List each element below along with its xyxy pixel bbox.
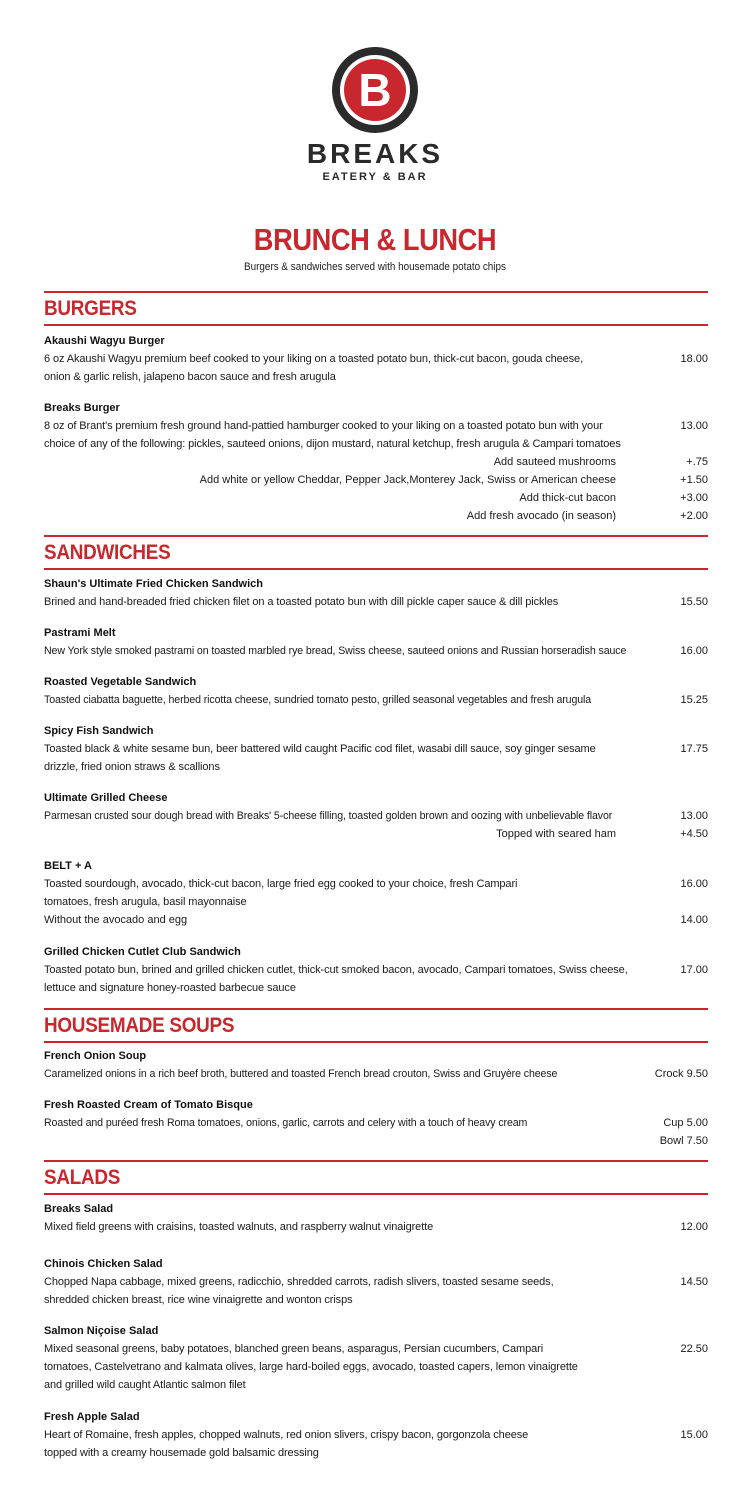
menu-item <box>44 332 708 386</box>
menu-item <box>44 575 708 611</box>
item-price: Cup 5.00 <box>663 1117 708 1129</box>
section-sandwiches <box>44 535 708 570</box>
section-title: HOUSEMADE SOUPS <box>44 1014 235 1037</box>
item-price: 18.00 <box>680 353 708 365</box>
item-name: Spicy Fish Sandwich <box>44 725 154 737</box>
item-price: 17.75 <box>680 743 708 755</box>
menu-item <box>44 1255 708 1309</box>
section-rule-bottom <box>44 1193 708 1195</box>
menu-item <box>44 722 708 776</box>
logo-letter: B <box>358 64 392 116</box>
section-rule-bottom <box>44 324 708 326</box>
item-description: Brined and hand-breaded fried chicken filet on a toasted potato bun with dill pickle caper sauce & dill pickles <box>44 596 559 608</box>
section-soups <box>44 1008 708 1043</box>
section-title: SANDWICHES <box>44 541 171 564</box>
item-name: BELT + A <box>44 860 92 872</box>
menu-item <box>44 673 708 709</box>
item-name: Shaun's Ultimate Fried Chicken Sandwich <box>44 578 263 590</box>
item-description: Toasted ciabatta baguette, herbed ricotta cheese, sundried tomato pesto, grilled seasonal vegetables and fresh arugula <box>44 694 592 706</box>
item-name: Salmon Niçoise Salad <box>44 1325 159 1337</box>
item-description: Toasted black & white sesame bun, beer battered wild caught Pacific cod filet, wasabi dill sauce, soy ginger sesame drizzle, fried onion straws & scallions <box>44 743 596 773</box>
item-name: Fresh Roasted Cream of Tomato Bisque <box>44 1099 253 1111</box>
addon-price: +.75 <box>686 456 708 468</box>
item-description: Toasted sourdough, avocado, thick-cut bacon, large fried egg cooked to your choice, fresh Campari tomatoes, fresh arugula, basil mayonnaise <box>44 878 518 908</box>
page-subtitle: Burgers & sandwiches served with housemade potato chips <box>244 261 506 273</box>
item-price-secondary: Bowl 7.50 <box>659 1135 708 1147</box>
section-rule-bottom <box>44 1041 708 1043</box>
addon-label: Add thick-cut bacon <box>519 492 616 504</box>
addon-label: Topped with seared ham <box>496 828 616 840</box>
menu-item <box>44 789 708 843</box>
item-name: Akaushi Wagyu Burger <box>44 335 165 347</box>
section-rule-bottom <box>44 568 708 570</box>
item-price: 15.50 <box>680 596 708 608</box>
addon-label: Add white or yellow Cheddar, Pepper Jack,Monterey Jack, Swiss or American cheese <box>199 474 616 486</box>
menu-item <box>44 1200 708 1236</box>
item-price: 12.00 <box>680 1221 708 1233</box>
menu-item <box>44 1096 708 1150</box>
item-description: New York style smoked pastrami on toasted marbled rye bread, Swiss cheese, sauteed onions and Russian horseradish sauce <box>44 645 627 657</box>
addon-price: +1.50 <box>680 474 708 486</box>
brand-name: BREAKS <box>306 138 444 169</box>
addon-price: +3.00 <box>680 492 708 504</box>
item-price: 14.50 <box>680 1276 708 1288</box>
item-description: Caramelized onions in a rich beef broth, buttered and toasted French bread crouton, Swiss and Gruyère cheese <box>44 1068 558 1080</box>
variant-label: Without the avocado and egg <box>44 914 188 926</box>
addon-label: Add sauteed mushrooms <box>493 456 616 468</box>
section-title: BURGERS <box>44 297 137 320</box>
addon-label: Add fresh avocado (in season) <box>466 510 616 522</box>
menu-item <box>44 1408 708 1462</box>
menu-item <box>44 1047 708 1083</box>
menu-item <box>44 399 708 525</box>
item-name: Ultimate Grilled Cheese <box>44 792 168 804</box>
item-name: Pastrami Melt <box>44 627 116 639</box>
menu-item <box>44 943 708 997</box>
item-name: Breaks Burger <box>44 402 120 414</box>
item-name: French Onion Soup <box>44 1050 147 1062</box>
item-name: Roasted Vegetable Sandwich <box>44 676 197 688</box>
item-price: 13.00 <box>680 420 708 432</box>
page-title: BRUNCH & LUNCH <box>253 222 497 257</box>
brand-subtitle: EATERY & BAR <box>322 171 428 183</box>
item-description: 8 oz of Brant's premium fresh ground hand-pattied hamburger cooked to your liking on a toasted potato bun with your choice of any of the following: pickles, sauteed onions, dijon mustard, natural ketchup, fresh arugula & Campari tomatoes <box>44 420 621 450</box>
addon-price: +4.50 <box>680 828 708 840</box>
item-description: Roasted and puréed fresh Roma tomatoes, onions, garlic, carrots and celery with a touch of heavy cream <box>44 1117 528 1129</box>
item-price: 15.00 <box>680 1429 708 1441</box>
section-title: SALADS <box>44 1166 121 1189</box>
item-name: Grilled Chicken Cutlet Club Sandwich <box>44 946 241 958</box>
item-name: Chinois Chicken Salad <box>44 1258 163 1270</box>
item-description: Chopped Napa cabbage, mixed greens, radicchio, shredded carrots, radish slivers, toasted sesame seeds, shredded chicken breast, rice wine vinaigrette and wonton crisps <box>44 1276 554 1306</box>
item-description: Mixed field greens with craisins, toasted walnuts, and raspberry walnut vinaigrette <box>44 1221 434 1233</box>
menu-item <box>44 1322 708 1394</box>
item-price: 13.00 <box>680 810 708 822</box>
item-price: 15.25 <box>680 694 708 706</box>
item-price: 17.00 <box>680 964 708 976</box>
item-name: Breaks Salad <box>44 1203 114 1215</box>
item-price: 22.50 <box>680 1343 708 1355</box>
menu-item <box>44 857 708 929</box>
item-description: Mixed seasonal greens, baby potatoes, blanched green beans, asparagus, Persian cucumbers, Campari tomatoes, Castelvetrano and kalmata olives, large hard-boiled eggs, avocado, toasted capers, lemon vinaigrette and grilled wild caught Atlantic salmon filet <box>44 1343 578 1391</box>
section-burgers <box>44 291 708 326</box>
section-salads <box>44 1160 708 1195</box>
item-price: 16.00 <box>680 878 708 890</box>
item-name: Fresh Apple Salad <box>44 1411 140 1423</box>
item-description: Parmesan crusted sour dough bread with Breaks' 5-cheese filling, toasted golden brown and oozing with unbelievable flavor <box>44 810 613 822</box>
breaks-logo-icon <box>331 46 419 134</box>
variant-price: 14.00 <box>680 914 708 926</box>
item-price: 16.00 <box>680 645 708 657</box>
addon-price: +2.00 <box>680 510 708 522</box>
item-description: Toasted potato bun, brined and grilled chicken cutlet, thick-cut smoked bacon, avocado, Campari tomatoes, Swiss cheese, lettuce and signature honey-roasted barbecue sauce <box>44 964 628 994</box>
item-description: 6 oz Akaushi Wagyu premium beef cooked to your liking on a toasted potato bun, thick-cut bacon, gouda cheese, onion & garlic relish, jalapeno bacon sauce and fresh arugula <box>44 353 584 383</box>
item-description: Heart of Romaine, fresh apples, chopped walnuts, red onion slivers, crispy bacon, gorgonzola cheese topped with a creamy housemade gold balsamic dressing <box>44 1429 529 1459</box>
menu-item <box>44 624 708 660</box>
item-price: Crock 9.50 <box>654 1068 708 1080</box>
